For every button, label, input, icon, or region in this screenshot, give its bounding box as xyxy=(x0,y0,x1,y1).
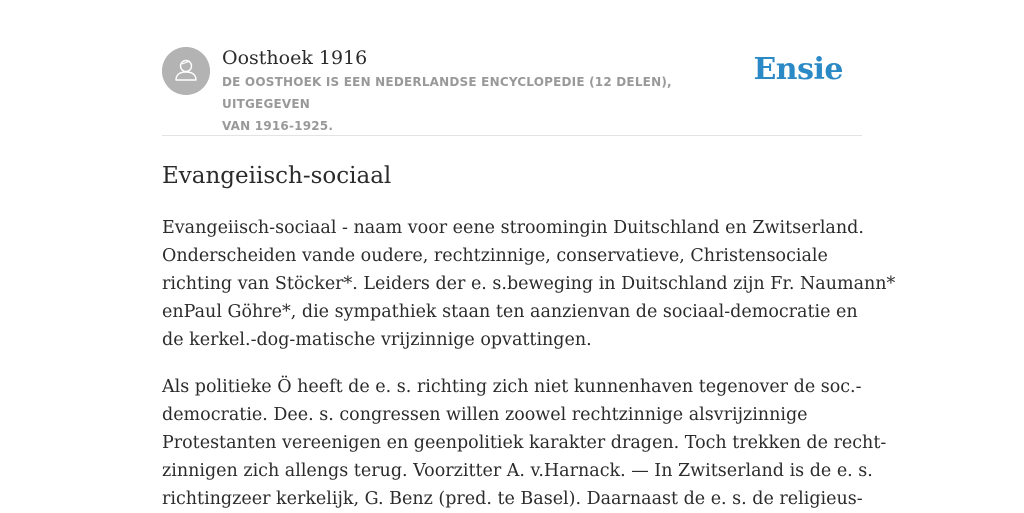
paragraph-line: zinnigen zich allengs terug. Voorzitter A. v.Harnack. — In Zwitserland is de e. s. xyxy=(162,461,873,481)
paragraph-line: democratie. Dee. s. congressen willen zoowel rechtzinnige alsvrijzinnige xyxy=(162,405,808,425)
source-description xyxy=(222,71,762,137)
user-icon xyxy=(162,47,210,95)
entry-title: Evangeiisch-sociaal xyxy=(162,163,392,189)
source-info xyxy=(222,45,762,137)
entry-paragraph xyxy=(162,373,887,513)
ensie-logo[interactable]: Ensie xyxy=(753,52,843,87)
paragraph-line: Evangeiisch-sociaal - naam voor eene stroomingin Duitschland en Zwitserland. xyxy=(162,218,864,238)
page xyxy=(162,0,896,513)
paragraph-line: richtingzeer kerkelijk, G. Benz (pred. te Basel). Daarnaast de e. s. de religieus- xyxy=(162,489,863,509)
paragraph-line: Onderscheiden vande oudere, rechtzinnige, conservatieve, Christensociale xyxy=(162,246,828,266)
paragraph-line: richting van Stöcker*. Leiders der e. s.beweging in Duitschland zijn Fr. Naumann* xyxy=(162,274,896,294)
source-description-line: DE OOSTHOEK IS EEN NEDERLANDSE ENCYCLOPEDIE (12 DELEN), UITGEGEVEN xyxy=(222,75,672,111)
paragraph-line: Als politieke Ö heeft de e. s. richting zich niet kunnenhaven tegenover de soc.- xyxy=(162,377,862,397)
paragraph-line: Protestanten vereenigen en geenpolitiek karakter dragen. Toch trekken de recht- xyxy=(162,433,887,453)
entry-paragraph xyxy=(162,214,896,354)
source-header xyxy=(162,0,862,136)
paragraph-line: de kerkel.-dog-matische vrijzinnige opvattingen. xyxy=(162,330,592,350)
paragraph-line: enPaul Göhre*, die sympathiek staan ten aanzienvan de sociaal-democratie en xyxy=(162,302,858,322)
source-description-line: VAN 1916-1925. xyxy=(222,119,334,133)
avatar[interactable] xyxy=(162,47,210,95)
source-title[interactable]: Oosthoek 1916 xyxy=(222,47,368,69)
